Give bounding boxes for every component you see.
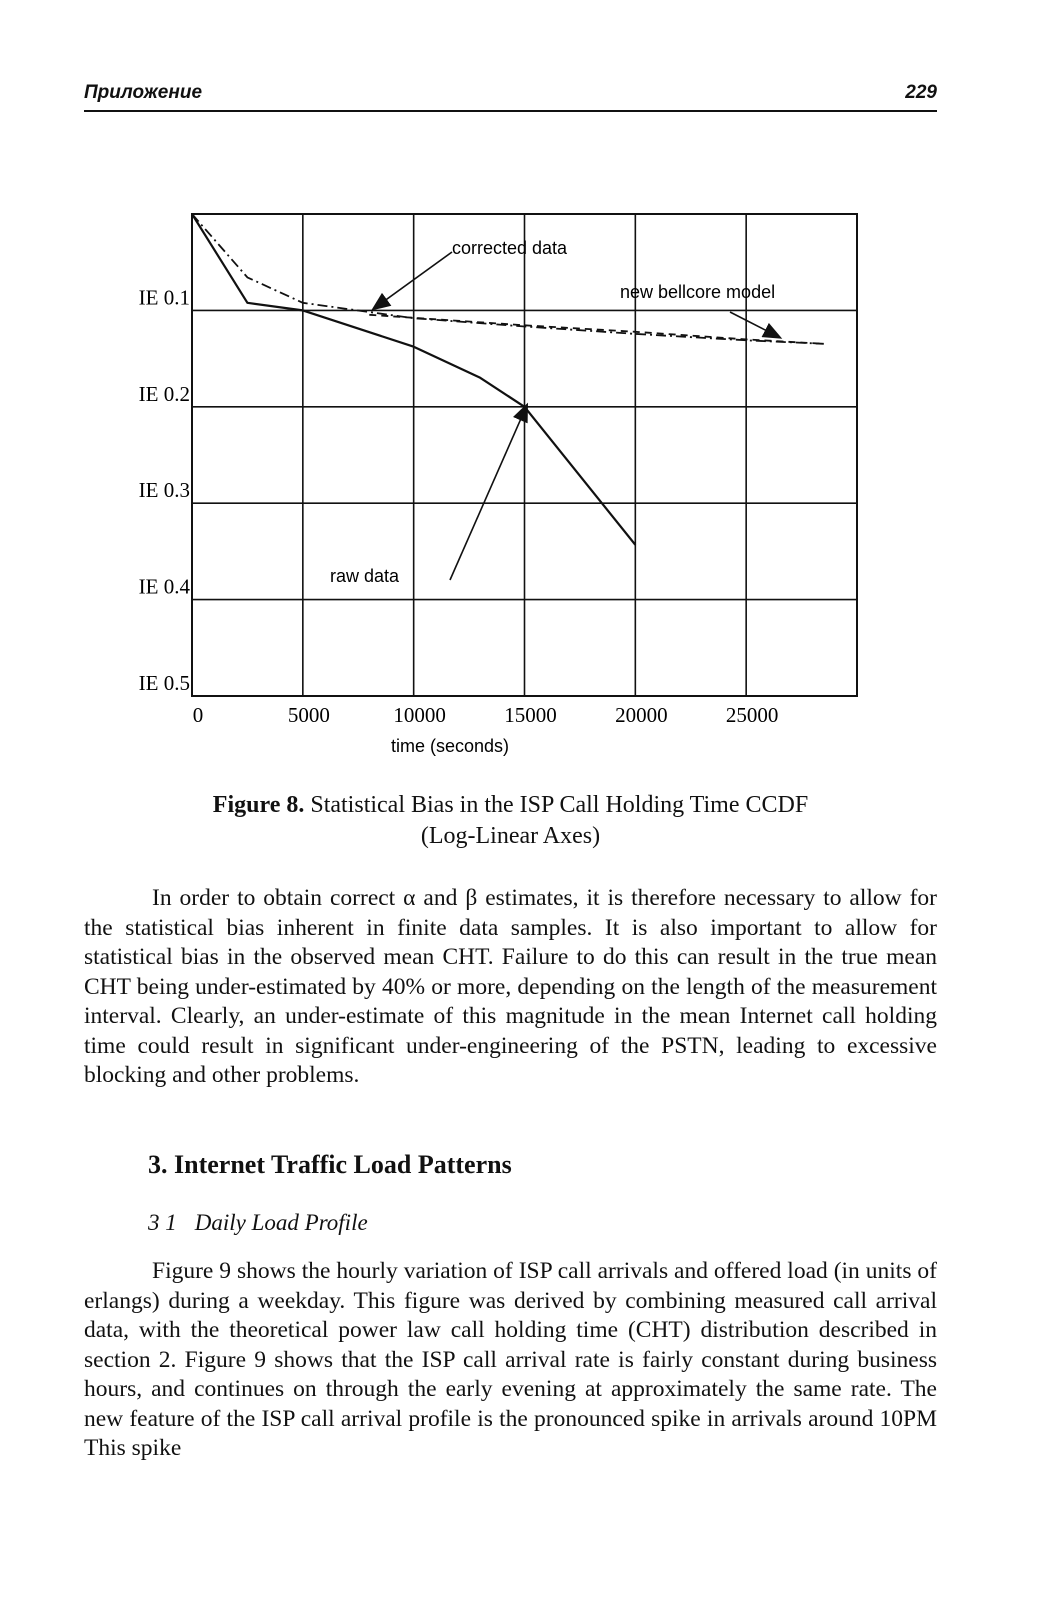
figure-caption-line1: Statistical Bias in the ISP Call Holding Time CCDF <box>310 792 809 818</box>
x-tick-labels <box>193 703 779 727</box>
subsection-title: Daily Load Profile <box>194 1210 368 1235</box>
subsection-heading <box>148 1210 368 1236</box>
annotation-label: raw data <box>330 566 400 586</box>
y-tick-label: IE 0.3 <box>138 478 190 503</box>
x-tick-label: 5000 <box>287 703 330 727</box>
figure-caption <box>84 790 937 852</box>
annotation-arrow <box>450 406 527 580</box>
running-header <box>84 80 937 112</box>
body-paragraph-1: In order to obtain correct α and β estimates, it is therefore necessary to allow for the statistical bias inherent in finite data samples. It is also important to allow for statistical bias in the observed mean CHT. Failure to do this can result in the true mean CHT being under-estimated by 40% or more, depending on the length of the measurement interval. Clearly, an under-estimate of this magnitude in the mean Internet call holding time could result in significant under-engineering of the PSTN, leading to excessive blocking and other problems. <box>84 885 937 1088</box>
y-tick-label: IE 0.5 <box>138 671 190 695</box>
page-number: 229 <box>905 82 937 103</box>
y-tick-label: IE 0.4 <box>138 574 190 599</box>
figure-caption-line2: (Log-Linear Axes) <box>420 823 601 849</box>
section-heading: 3. Internet Traffic Load Patterns <box>148 1150 512 1179</box>
x-tick-label: 20000 <box>615 703 668 727</box>
running-title: Приложение <box>84 82 203 103</box>
x-tick-label: 25000 <box>725 703 779 727</box>
body-paragraph-2: Figure 9 shows the hourly variation of ISP call arrivals and offered load (in units of erlangs) during a weekday. This figure was derived by combining measured call arrival data, with the theoretical power law call holding time (CHT) distribution described in section 2. Figure 9 shows that the ISP call arrival rate is fairly constant during business hours, and continues on through the early evening at approximately the same rate. The new feature of the ISP call arrival profile is the pronounced spike in arrivals around 10PM This spike <box>84 1258 937 1461</box>
x-tick-label: 15000 <box>504 703 557 727</box>
ccdf-chart <box>80 200 860 770</box>
chart-annotations <box>330 238 779 586</box>
annotation-arrow <box>730 312 779 337</box>
y-tick-label: IE 0.2 <box>138 381 190 406</box>
y-tick-labels <box>139 285 191 695</box>
annotation-label: corrected data <box>452 238 568 258</box>
subsection-number: 3 1 <box>148 1210 177 1235</box>
figure-label: Figure 8. <box>212 792 305 818</box>
y-tick-label: IE 0.1 <box>138 285 190 310</box>
x-tick-label: 10000 <box>393 703 446 727</box>
annotation-label: new bellcore model <box>620 282 776 302</box>
x-axis-label: time (seconds) <box>390 736 510 756</box>
chart-plot <box>192 214 824 545</box>
x-tick-label: 0 <box>192 703 204 727</box>
